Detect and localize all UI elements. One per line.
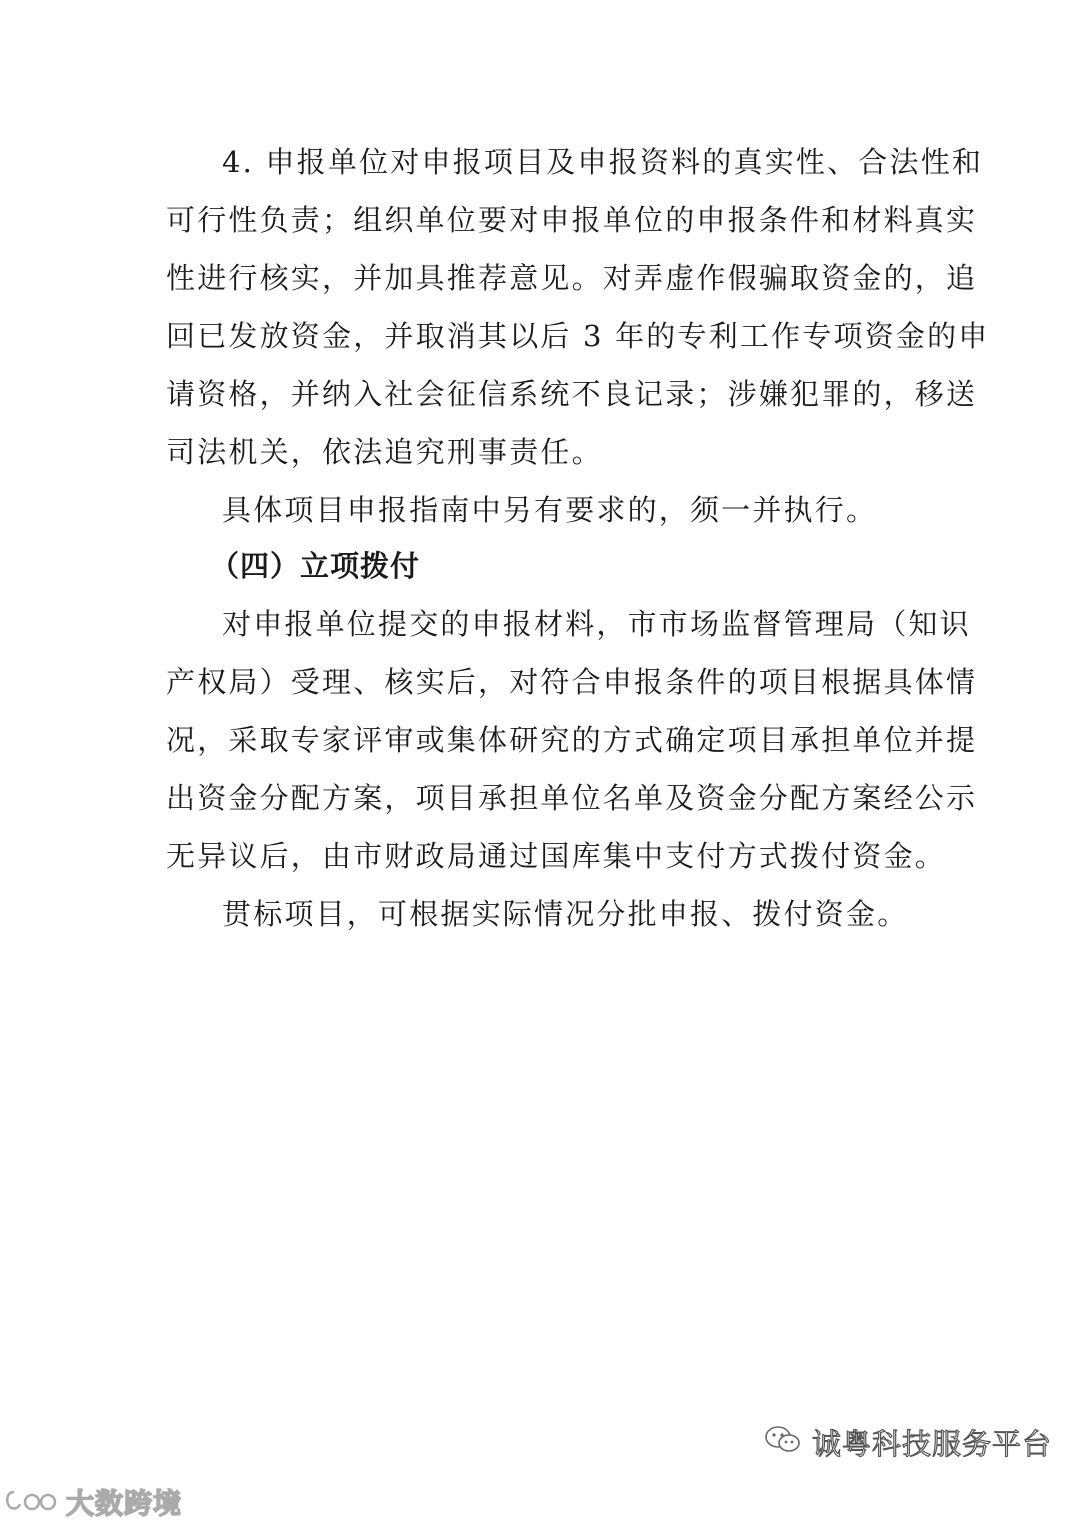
paragraph-line: 请资格，并纳入社会征信系统不良记录；涉嫌犯罪的，移送 xyxy=(166,377,978,411)
wechat-icon xyxy=(764,1425,802,1459)
paragraph-line: 可行性负责；组织单位要对申报单位的申报条件和材料真实 xyxy=(166,203,978,237)
paragraph-line: 况，采取专家评审或集体研究的方式确定项目承担单位并提 xyxy=(166,723,978,757)
paragraph-line: 贯标项目，可根据实际情况分批申报、拨付资金。 xyxy=(222,897,909,931)
watermark-left xyxy=(4,1482,182,1522)
paragraph-line: 对申报单位提交的申报材料，市市场监督管理局（知识 xyxy=(222,607,971,641)
paragraph-line: 出资金分配方案，项目承担单位名单及资金分配方案经公示 xyxy=(166,781,978,815)
paragraph-line: 性进行核实，并加具推荐意见。对弄虚作假骗取资金的，追 xyxy=(166,261,978,295)
watermark-right xyxy=(764,1422,1052,1462)
watermark-left-text: 大数跨境 xyxy=(66,1487,183,1520)
paragraph-line: 4. 申报单位对申报项目及申报资料的真实性、合法性和 xyxy=(222,145,984,179)
section-heading: （四）立项拨付 xyxy=(210,549,421,583)
paragraph-line: 无异议后，由市财政局通过国库集中支付方式拨付资金。 xyxy=(166,839,947,873)
brand-logo-icon xyxy=(4,1484,60,1520)
paragraph-line: 回已发放资金，并取消其以后 3 年的专利工作专项资金的申 xyxy=(166,319,990,353)
paragraph-line: 司法机关，依法追究刑事责任。 xyxy=(166,435,603,469)
paragraph-line: 具体项目申报指南中另有要求的，须一并执行。 xyxy=(222,493,878,527)
paragraph-line: 产权局）受理、核实后，对符合申报条件的项目根据具体情 xyxy=(166,665,978,699)
watermark-right-text: 诚粤科技服务平台 xyxy=(811,1426,1052,1461)
